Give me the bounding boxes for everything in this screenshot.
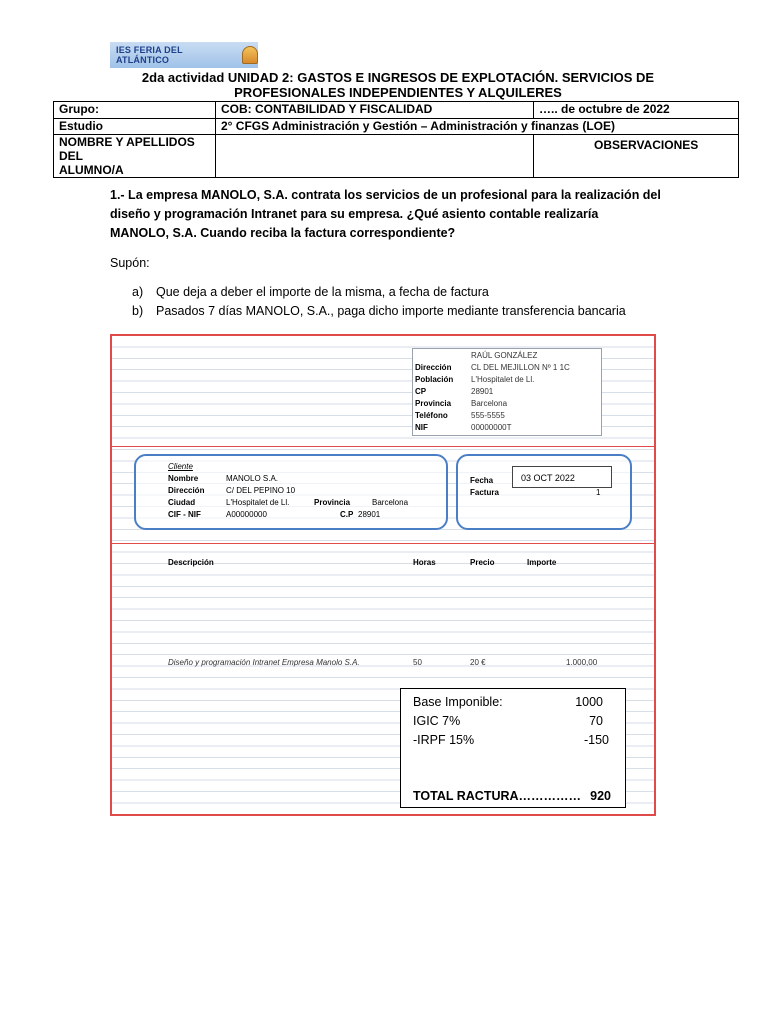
total-value: 920 <box>590 789 611 803</box>
item-hours: 50 <box>413 658 422 667</box>
client-cp-key: C.P <box>340 510 354 519</box>
date-stamp: 03 OCT 2022 <box>512 466 612 488</box>
client-city-value: L'Hospitalet de Ll. <box>226 498 290 507</box>
option-b-letter: b) <box>132 304 144 318</box>
student-name-label-line1: NOMBRE Y APELLIDOS DEL <box>59 135 195 163</box>
invoice-image <box>110 334 656 816</box>
observaciones-label: OBSERVACIONES <box>594 138 699 152</box>
client-block <box>134 454 448 530</box>
item-price: 20 € <box>470 658 486 667</box>
supplier-value: CL DEL MEJILLON Nº 1 1C <box>471 363 570 372</box>
totals-value: 70 <box>589 714 603 728</box>
grupo-label: Grupo: <box>54 102 216 119</box>
logo-text: IES FERIA DEL ATLÁNTICO <box>116 45 183 65</box>
document-title-line2: PROFESIONALES INDEPENDIENTES Y ALQUILERES <box>234 85 562 100</box>
col-descripcion: Descripción <box>168 558 214 567</box>
totals-value: 1000 <box>575 695 603 709</box>
supplier-row <box>413 422 601 433</box>
totals-key: Base Imponible: <box>413 695 503 709</box>
option-b <box>132 304 626 318</box>
question-text <box>110 186 680 243</box>
school-emblem-icon <box>242 46 258 64</box>
question-line1: 1.- La empresa MANOLO, S.A. contrata los servicios de un profesional para la realización del <box>110 188 661 202</box>
totals-key: IGIC 7% <box>413 714 461 728</box>
supplier-value: 28901 <box>471 387 494 396</box>
totals-row <box>413 733 613 751</box>
header-table <box>53 101 739 178</box>
student-name-field[interactable] <box>216 135 534 178</box>
client-province-key: Provincia <box>314 498 351 507</box>
supplier-value: L'Hospitalet de Ll. <box>471 375 535 384</box>
client-name-value: MANOLO S.A. <box>226 474 279 483</box>
col-horas: Horas <box>413 558 436 567</box>
totals-key: -IRPF 15% <box>413 733 475 747</box>
question-line2: diseño y programación Intranet para su empresa. ¿Qué asiento contable realizaría <box>110 207 599 221</box>
supplier-key: NIF <box>415 423 428 432</box>
observaciones-cell <box>534 135 739 178</box>
supplier-row <box>413 410 601 421</box>
supplier-value: 00000000T <box>471 423 512 432</box>
supplier-row <box>413 374 601 385</box>
supplier-key: Provincia <box>415 399 452 408</box>
client-address-key: Dirección <box>168 486 205 495</box>
estudio-cell: 2° CFGS Administración y Gestión – Administración y finanzas (LOE) <box>216 119 739 135</box>
supplier-row <box>413 398 601 409</box>
supplier-value: Barcelona <box>471 399 508 408</box>
client-address-value: C/ DEL PEPINO 10 <box>226 486 296 495</box>
option-b-text: Pasados 7 días MANOLO, S.A., paga dicho importe mediante transferencia bancaria <box>156 304 626 318</box>
client-title: Cliente <box>168 462 193 471</box>
invoice-divider <box>112 543 654 544</box>
client-province-value: Barcelona <box>372 498 409 507</box>
col-importe: Importe <box>527 558 557 567</box>
client-cif-key: CIF - NIF <box>168 510 201 519</box>
supon-label: Supón: <box>110 256 150 270</box>
supplier-key: Teléfono <box>415 411 448 420</box>
item-description: Diseño y programación Intranet Empresa Manolo S.A. <box>168 658 360 667</box>
total-key: TOTAL RACTURA…………… <box>413 789 582 803</box>
totals-row <box>413 714 613 732</box>
document-title-line1: 2da actividad UNIDAD 2: GASTOS E INGRESOS DE EXPLOTACIÓN. SERVICIOS DE <box>141 70 655 85</box>
subject-cell: COB: CONTABILIDAD Y FISCALIDAD <box>216 102 534 119</box>
client-cp-value: 28901 <box>358 510 381 519</box>
factura-key: Factura <box>470 488 499 497</box>
item-amount: 1.000,00 <box>566 658 598 667</box>
school-logo <box>110 42 258 68</box>
option-a-text: Que deja a deber el importe de la misma, a fecha de factura <box>156 285 489 299</box>
totals-row <box>413 695 613 713</box>
col-precio: Precio <box>470 558 495 567</box>
option-a <box>132 285 489 299</box>
supplier-key: Dirección <box>415 363 452 372</box>
supplier-row <box>413 386 601 397</box>
client-cif-value: A00000000 <box>226 510 267 519</box>
client-name-key: Nombre <box>168 474 199 483</box>
estudio-label: Estudio <box>54 119 216 135</box>
supplier-row <box>413 362 601 373</box>
fecha-key: Fecha <box>470 476 494 485</box>
option-a-letter: a) <box>132 285 144 299</box>
supplier-name: RAÚL GONZÁLEZ <box>471 351 538 360</box>
invoice-divider <box>112 446 654 447</box>
supplier-block <box>412 348 602 436</box>
totals-box <box>400 688 626 808</box>
date-cell: ….. de octubre de 2022 <box>534 102 739 119</box>
total-row <box>413 789 613 807</box>
client-city-key: Ciudad <box>168 498 196 507</box>
supplier-name-row <box>413 350 601 361</box>
supplier-key: Población <box>415 375 454 384</box>
supplier-key: CP <box>415 387 427 396</box>
student-name-label-line2: ALUMNO/A <box>59 163 124 177</box>
supplier-value: 555-5555 <box>471 411 505 420</box>
question-line3: MANOLO, S.A. Cuando reciba la factura correspondiente? <box>110 226 456 240</box>
factura-number: 1 <box>596 488 601 497</box>
student-name-label <box>54 135 216 178</box>
totals-value: -150 <box>583 733 609 747</box>
